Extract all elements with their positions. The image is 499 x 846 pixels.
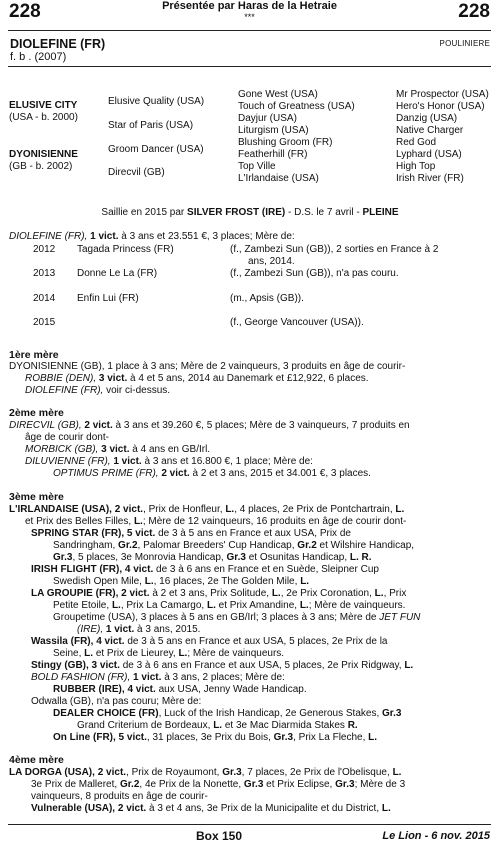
sire-info: (USA - b. 2000) (9, 112, 78, 123)
g3-6: Lyphard (USA) (396, 149, 462, 160)
g3-1: Mr Prospector (USA) (396, 89, 489, 100)
ggp-1: Gone West (USA) (238, 89, 318, 100)
produce-info: (m., Apsis (GB)). (230, 293, 304, 304)
third-dam-d1: LA GROUPIE (FR), 2 vict. à 2 et 3 ans, Prix Solitude, L., 2e Prix Coronation, L., Prix (31, 588, 407, 599)
fourth-dam-a3: vainqueurs, 8 produits en âge de courir- (31, 791, 208, 802)
g3-7: High Top (396, 161, 436, 172)
second-dam-line-3: MORBICK (GB), 3 vict. à 4 ans en GB/Irl. (25, 444, 211, 455)
second-dam-line-5: OPTIMUS PRIME (FR), 2 vict. à 2 et 3 ans, 2015 et 34.001 €, 3 places. (53, 468, 371, 479)
fourth-dam-a2: 3e Prix de Malleret, Gr.2, 4e Prix de la Nonette, Gr.3 et Prix Eclipse, Gr.3; Mère de 3 (31, 779, 406, 790)
third-dam-h1: Odwalla (GB), n'a pas couru; Mère de: (31, 696, 202, 707)
stars-rating: *** (244, 12, 255, 22)
g3-2: Hero's Honor (USA) (396, 101, 485, 112)
produce-info: (f., George Vancouver (USA)). (230, 317, 364, 328)
ggp-2: Touch of Greatness (USA) (238, 101, 355, 112)
second-dam-heading: 2ème mère (9, 407, 64, 419)
lot-number-left: 228 (9, 1, 41, 22)
produce-year: 2013 (33, 268, 56, 279)
third-dam-d4: (IRE), 1 vict. à 3 ans, 2015. (77, 624, 201, 635)
produce-year: 2012 (33, 244, 56, 255)
third-dam-g2: RUBBER (IRE), 4 vict. aux USA, Jenny Wade Handicap. (53, 684, 307, 695)
produce-info-cont: ans, 2014. (248, 256, 295, 267)
produce-year: 2014 (33, 293, 56, 304)
sire-name: ELUSIVE CITY (9, 100, 78, 111)
third-dam-d2: Petite Etoile, L., Prix La Camargo, L. et Prix Amandine, L.; Mère de vainqueurs. (53, 600, 406, 611)
produce-name: Donne Le La (FR) (77, 268, 158, 279)
third-dam-g1: BOLD FASHION (FR), 1 vict. à 3 ans, 2 places; Mère de: (31, 672, 285, 683)
covering-line: Saillie en 2015 par SILVER FROST (IRE) - D.S. le 7 avril - PLEINE (101, 207, 399, 218)
consignor-title: Présentée par Haras de la Hetraie (162, 0, 337, 12)
dam-name: DYONISIENNE (9, 149, 78, 160)
third-dam-b1: SPRING STAR (FR), 5 vict. de 3 à 5 ans en France et aux USA, Prix de (31, 528, 351, 539)
fourth-dam-b1: Vulnerable (USA), 2 vict. à 3 et 4 ans, 3e Prix de la Municipalite et du District, L. (31, 803, 391, 814)
grandparent-2: Star of Paris (USA) (108, 120, 194, 131)
first-dam-line-3: DIOLEFINE (FR), voir ci-dessus. (25, 385, 171, 396)
grandparent-1: Elusive Quality (USA) (108, 96, 205, 107)
third-dam-e1: Wassila (FR), 4 vict. de 3 à 5 ans en France et aux USA, 5 places, 2e Prix de la (31, 636, 388, 647)
produce-name: Enfin Lui (FR) (77, 293, 139, 304)
grandparent-3: Groom Dancer (USA) (108, 144, 204, 155)
produce-name: Tagada Princess (FR) (77, 244, 174, 255)
ggp-7: Top Ville (238, 161, 276, 172)
second-dam-line-1: DIRECVIL (GB), 2 vict. à 3 ans et 39.260 €, 5 places; Mère de 3 vainqueurs, 7 produits en (9, 420, 410, 431)
header-rule (8, 30, 491, 31)
produce-intro: DIOLEFINE (FR), 1 vict. à 3 ans et 23.551 €, 3 places; Mère de: (9, 231, 295, 242)
ggp-3: Dayjur (USA) (238, 113, 297, 124)
first-dam-line-2: ROBBIE (DEN), 3 vict. à 4 et 5 ans, 2014 au Danemark et £12,922, 6 places. (25, 373, 369, 384)
fourth-dam-a1: LA DORGA (USA), 2 vict., Prix de Royaumont, Gr.3, 7 places, 2e Prix de l'Obelisque, L. (9, 767, 402, 778)
grandparent-4: Direcvil (GB) (108, 167, 165, 178)
produce-info: (f., Zambezi Sun (GB)), n'a pas couru. (230, 268, 399, 279)
g3-5: Red God (396, 137, 437, 148)
horse-name: DIOLEFINE (FR) (10, 37, 106, 51)
horse-category: POULINIERE (439, 39, 490, 48)
g3-4: Native Charger (396, 125, 464, 136)
ggp-4: Liturgism (USA) (238, 125, 309, 136)
horse-details: f. b . (2007) (10, 51, 67, 63)
pedigree-top-rule (8, 66, 491, 67)
third-dam-e2: Seine, L. et Prix de Lieurey, L.; Mère de vainqueurs. (53, 648, 285, 659)
third-dam-a2: et Prix des Belles Filles, L.; Mère de 12 vainqueurs, 16 produits en âge de courir dont- (25, 516, 407, 527)
third-dam-b2: Sandringham, Gr.2, Palomar Breeders' Cup Handicap, Gr.2 et Wilshire Handicap, (53, 540, 415, 551)
first-dam-line-1: DYONISIENNE (GB), 1 place à 3 ans; Mère de 2 vainqueurs, 3 produits en âge de courir- (9, 361, 406, 372)
second-dam-line-4: DILUVIENNE (FR), 1 vict. à 3 ans et 16.800 €, 1 place; Mère de: (25, 456, 313, 467)
produce-info: (f., Zambezi Sun (GB)), 2 sorties en France à 2 (230, 244, 439, 255)
third-dam-b3: Gr.3, 5 places, 3e Monrovia Handicap, Gr.3 et Osunitas Handicap, L. R. (53, 552, 372, 563)
sale-info: Le Lion - 6 nov. 2015 (382, 830, 490, 842)
third-dam-c1: IRISH FLIGHT (FR), 4 vict. de 3 à 6 ans en France et en Suède, Sleipner Cup (31, 564, 379, 575)
lot-number-right: 228 (458, 1, 490, 22)
second-dam-line-2: âge de courir dont- (25, 432, 109, 443)
produce-year: 2015 (33, 317, 56, 328)
third-dam-h4: On Line (FR), 5 vict., 31 places, 3e Prix du Bois, Gr.3, Prix La Fleche, L. (53, 732, 378, 743)
third-dam-h3: Grand Criterium de Bordeaux, L. et 3e Mac Diarmida Stakes R. (77, 720, 358, 731)
third-dam-c2: Swedish Open Mile, L., 16 places, 2e The Golden Mile, L. (53, 576, 310, 587)
fourth-dam-heading: 4ème mère (9, 754, 64, 766)
third-dam-f1: Stingy (GB), 3 vict. de 3 à 6 ans en France et aux USA, 5 places, 2e Prix Ridgway, L. (31, 660, 414, 671)
footer-rule (8, 824, 491, 825)
g3-3: Danzig (USA) (396, 113, 458, 124)
g3-8: Irish River (FR) (396, 173, 464, 184)
third-dam-d3: Groupetime (USA), 3 places à 5 ans en GB/Irl; 3 places à 3 ans; Mère de JET FUN (53, 612, 421, 623)
ggp-6: Featherhill (FR) (238, 149, 308, 160)
box-number: Box 150 (196, 829, 243, 843)
ggp-5: Blushing Groom (FR) (238, 137, 333, 148)
third-dam-heading: 3ème mère (9, 491, 64, 503)
ggp-8: L'Irlandaise (USA) (238, 173, 319, 184)
first-dam-heading: 1ère mère (9, 349, 59, 361)
third-dam-h2: DEALER CHOICE (FR), Luck of the Irish Handicap, 2e Generous Stakes, Gr.3 (53, 708, 402, 719)
dam-info: (GB - b. 2002) (9, 161, 73, 172)
third-dam-a1: L'IRLANDAISE (USA), 2 vict., Prix de Honfleur, L., 4 places, 2e Prix de Pontchartrain, L. (9, 504, 405, 515)
